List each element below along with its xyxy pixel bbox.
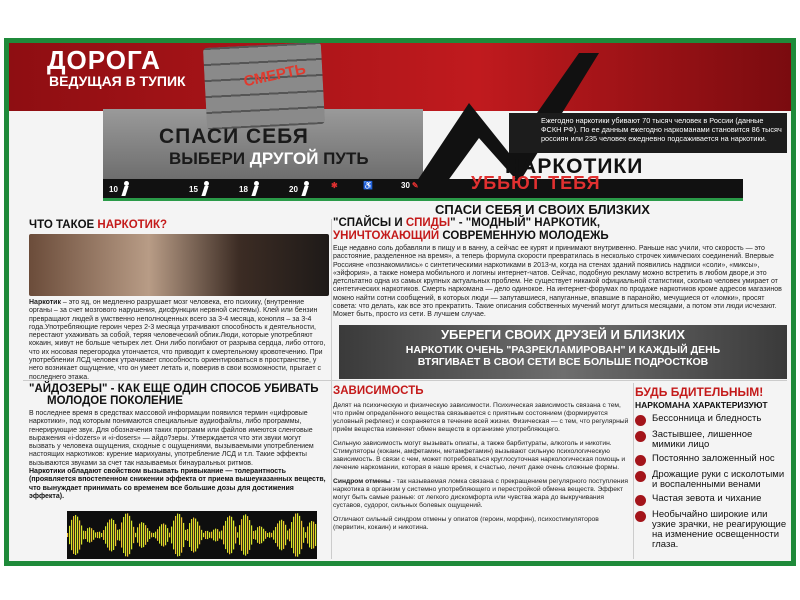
poster [4, 38, 796, 566]
section-title: ЧТО ТАКОЕ НАРКОТИК? [29, 219, 167, 231]
poster-title: ДОРОГА [47, 45, 161, 75]
drugs-title: НАРКОТИКИ [505, 155, 644, 178]
symptom-text: Необычайно широкие или узкие зрачки, не реагирующие на изменение освещенности глаза. [652, 509, 787, 550]
symptom-text: Постоянно заложенный нос [652, 453, 775, 464]
slogan-line1: СПАСИ СЕБЯ [159, 125, 309, 148]
symptom-list [635, 414, 787, 550]
main-subtitle: СПАСИ СЕБЯ И СВОИХ БЛИЗКИХ [435, 202, 650, 217]
slogan-line2: ВЫБЕРИ ДРУГОЙ ПУТЬ [169, 149, 369, 168]
bullet-icon [635, 495, 646, 506]
alert-title: БУДЬ БДИТЕЛЬНЫМ! [635, 385, 764, 399]
syringe-icon: ✎ [411, 181, 419, 190]
symptom-text: Застывшее, лишенное мимики лицо [652, 429, 753, 450]
section-title: "СПАЙСЫ И СПИДЫ" - "МОДНЫЙ" НАРКОТИК, УНИЧТОЖАЮЩИЙ СОВРЕМЕННУЮ МОЛОДЕЖЬ [333, 217, 609, 242]
runner-icon [250, 181, 262, 197]
wheelchair-icon: ♿ [363, 181, 373, 190]
symptom-item [635, 510, 787, 550]
symptom-text: Дрожащие руки с исколотыми и воспаленными венами [652, 469, 785, 490]
symptom-item [635, 494, 787, 506]
timeline-age-30: 30 ✎ [401, 181, 419, 190]
symptom-text: Бессонница и бледность [652, 413, 762, 424]
symptom-item [635, 414, 787, 426]
kill-title: УБЬЮТ ТЕБЯ [471, 173, 601, 193]
alert-subtitle: НАРКОМАНА ХАРАКТЕРИЗУЮТ [635, 400, 768, 410]
section-spice [329, 217, 787, 320]
protect-banner [339, 325, 787, 379]
symptom-item [635, 430, 787, 450]
drug-use-photo [29, 234, 329, 296]
bullet-icon [635, 455, 646, 466]
sound-wave-graphic [67, 511, 317, 559]
timeline-age-20: 20 [289, 181, 312, 197]
poster-subtitle: ВЕДУЩАЯ В ТУПИК [49, 73, 186, 89]
symptom-text: Частая зевота и чихание [652, 493, 762, 504]
section-text: Наркотик – это яд, он медленно разрушает мозг человека, его психику, (внутренние органы – за счет мозгового нарушения, дисфункции нервной системы). Клей или бензин превращают людей в умственно неполноценных всего за 3-4 месяца, конопля – за 3-4 года.Употребляющие героин через 2-3 месяца утрачивают способность к деятельности, перестают ухаживать за собой, теряя человеческий облик.Люди, которые употребляют кокаин, живут не больше четырех лет. Они либо погибают от разрыва сердца, либо оттого, что их носовая перегородка утончается, что приводит к смертельному кровотечению. При употреблении ЛСД человек утрачивает способность ориентироваться в пространстве, у него возникает ощущение, что он умеет летать и, поверив в свои возможности, прыгает с последнего этажа. [29, 299, 326, 381]
timeline-age-15: 15 [189, 181, 212, 197]
timeline-age-18: 18 [239, 181, 262, 197]
section-title: "АЙДОЗЕРЫ" - КАК ЕЩЕ ОДИН СПОСОБ УБИВАТЬ МОЛОДОЕ ПОКОЛЕНИЕ [29, 383, 319, 407]
section-text: Делят на психическую и физическую зависимости. Психическая зависимость связана с тем, что приём определённого вещества связывается с приятным состоянием (формируется условный рефлекс) и сохраняется в течение всей жизни. Физическая — с тем, что регулярный приём вещества изменяет обмен веществ в организме употребляющего. Сильную зависимость могут вызывать опиаты, а также барбитураты, алкоголь и никотин. Стимуляторы (кокаин, амфетамин, метамфетамин) вызывают сильную психологическую зависимость. В связи с чем, может потребоваться круглосуточная наркологическая помощь и лечение наркомании, которая в наше время, к счастью, лечит даже очень сложные формы. Синдром отмены - так называемая ломка связана с прекращением регулярного поступления наркотика в организм у системно употребляющего и перестройкой обмена веществ. Эффект могут быть самые разные: от легкого дискомфорта или чувства жара до выкручивания суставов, судорог, сильных болевых ощущений. Отличают сильный синдром отмены у опиатов (героин, морфин), психостимуляторов (первитин, кокаин) и никотина. [333, 402, 629, 531]
timeline-age-10: 10 [109, 181, 132, 197]
stat-note: Ежегодно наркотики убивают 70 тысяч человек в России (данные ФСКН РФ). По ее данным ежегодно наркоманами становится 86 тысяч россиян или 235 человек ежедневно подсаживается на наркотики. [509, 113, 787, 153]
bullet-icon [635, 471, 646, 482]
bullet-icon [635, 415, 646, 426]
wall-text: СМЕРТЬ [242, 60, 308, 91]
runner-icon [200, 181, 212, 197]
divider [633, 383, 634, 559]
section-text: Еще недавно соль добавляли в пищу и в ванну, а сейчас ее курят и принимают внутривенно. Раньше нас учили, что скорость — это расстояние, разделенное на время», а теперь формула скорости превратилась в несколько строчек химических соединений. Впервые Россияне «познакомились» с синтетическими наркотиками в 2013-м, когда на стенах зданий появились надписи «соли», «миксы», «эйфория», а также номера мобильного и логины интернет-чатов. Сейчас, подобную рекламу можно встретить в любом дворе,и это детсльтатно одна из самых крупных актуальных проблем. Не существует никакой официальной статистики, сколько человек умирает от синтетических наркотиков. Смерть наркомана — дело одинокое. На интернет-форумах по продаже наркотиков кроме адресов магазинов можно найти сотни сообщений, в которых люди — запутавшиеся, напуганные, впавшие в паранойю, мечущиеся от «ломки», просят совета: что делать, как все это прекратить. Такие описания собственных мучений могут длиться месяцами, а потом эти люди исчезают. Может быть, просто из сети. В лучшем случае. [333, 245, 782, 319]
protect-line2: НАРКОТИК ОЧЕНЬ "РАЗРЕКЛАМИРОВАН" И КАЖДЫЙ ДЕНЬ [405, 344, 721, 356]
symptom-item [635, 454, 787, 466]
section-alert [635, 385, 787, 550]
protect-line3: ВТЯГИВАЕТ В СВОИ СЕТИ ВСЕ БОЛЬШЕ ПОДРОСТКОВ [417, 356, 709, 368]
section-title: ЗАВИСИМОСТЬ [333, 385, 424, 397]
runner-icon [300, 181, 312, 197]
symptom-item [635, 470, 787, 490]
section-dependence [329, 385, 631, 532]
section-idoser [29, 383, 329, 501]
section-text: В последнее время в средствах массовой информации появился термин «цифровые наркотики», под которым понимаются специальные аудиофайлы, либо программы, генерирующие звук. Для обозначения таких программ или файлов имеются сленговые выражения «i-dozers» и «i-dosers» — айдо?зеры. Утверждается что эти звуки могут вызвать у человека ощущения, сходные с ощущениями, вызываемыми употреблением настоящих наркотиков: курение марихуаны, употребление ЛСД и т.п. Такие эффекты вызываются звуками за счет так называемых бинауральных ритмов. Наркотики обладают свойством вызывать привыкание — толерантность (проявляется впостепенном снижении эффекта от приема вышеуказанных веществ, что вынуждает принимать со временем все большие дозы для достижения эффекта). [29, 410, 326, 500]
section-what-is-drug [29, 219, 329, 379]
cannabis-icon: ✱ [331, 181, 338, 190]
runner-icon [120, 181, 132, 197]
protect-line1: УБЕРЕГИ СВОИХ ДРУЗЕЙ И БЛИЗКИХ [440, 327, 686, 342]
bullet-icon [635, 431, 646, 442]
age-timeline [103, 179, 743, 201]
bullet-icon [635, 511, 646, 522]
